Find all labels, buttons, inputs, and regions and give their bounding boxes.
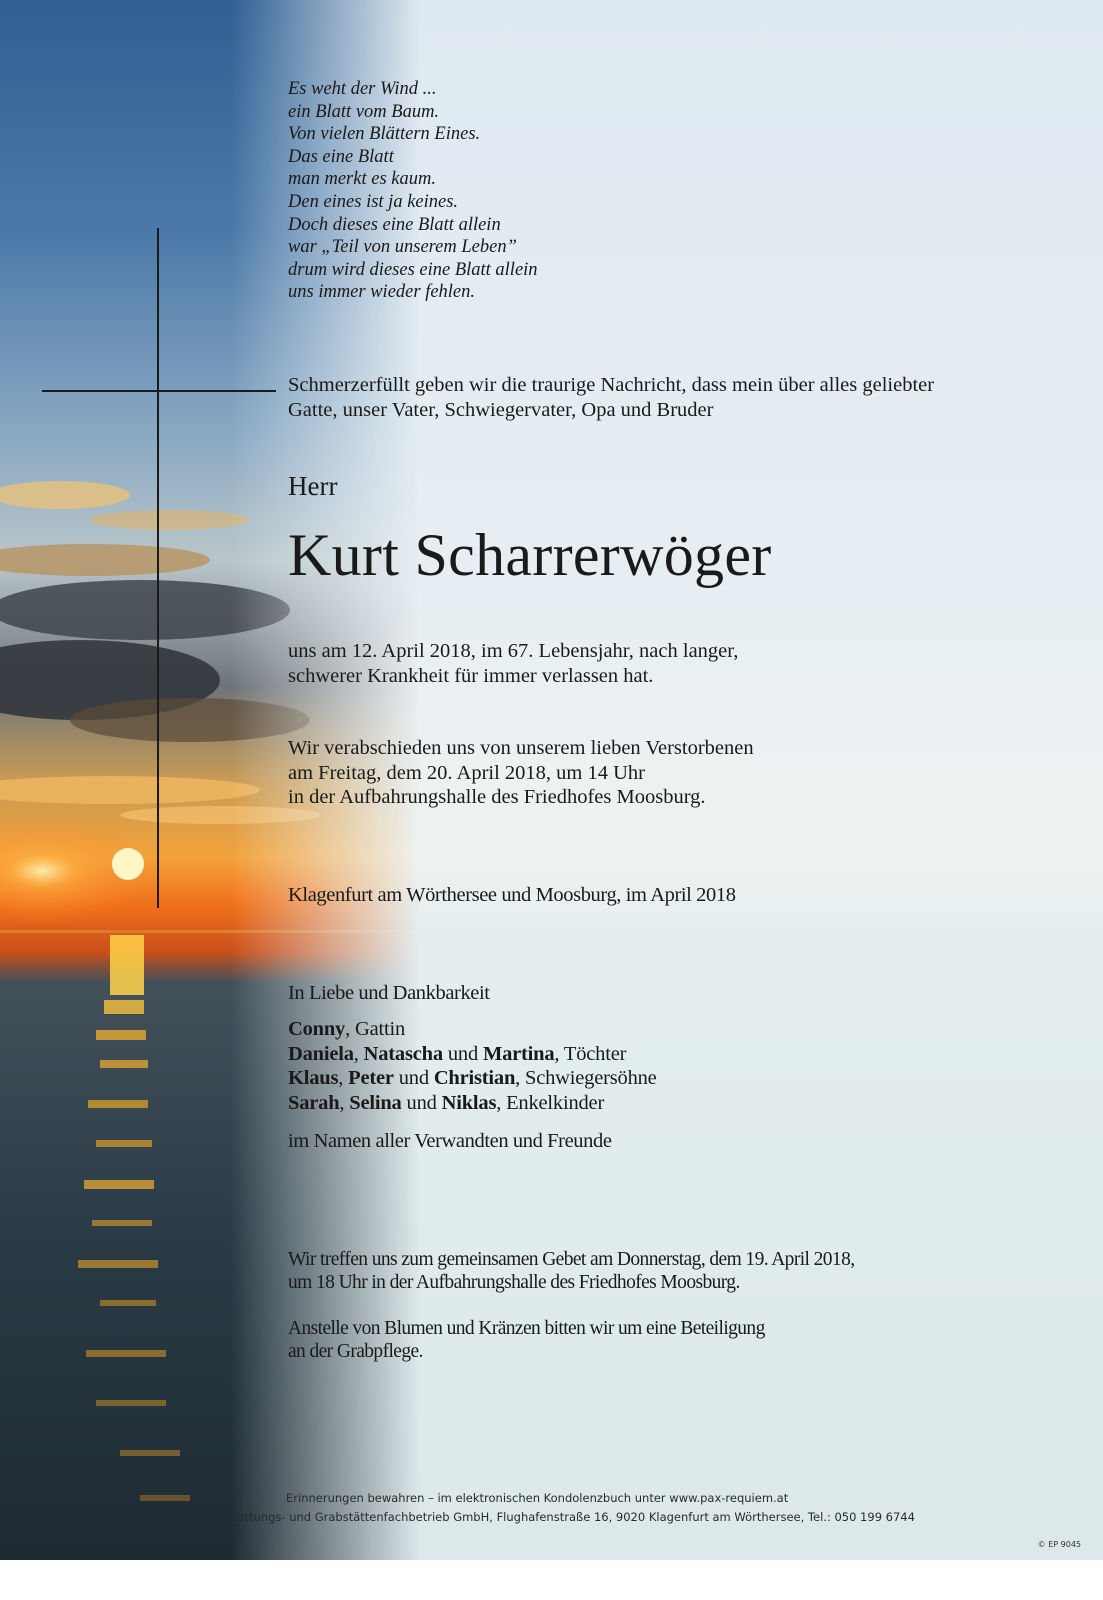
- family-member-name: Niklas: [441, 1091, 497, 1114]
- poem-line: uns immer wieder fehlen.: [288, 282, 476, 303]
- poem: [288, 78, 538, 304]
- family-member-name: Martina: [482, 1042, 555, 1065]
- family-row: [288, 1042, 657, 1067]
- separator: ,: [339, 1091, 350, 1114]
- farewell-line: am Freitag, dem 20. April 2018, um 14 Uhr: [288, 761, 645, 784]
- farewell-info: [288, 736, 754, 810]
- family-member-name: Selina: [349, 1091, 402, 1114]
- family-member-name: Natascha: [363, 1042, 443, 1065]
- family-row: [288, 1017, 657, 1042]
- intro-line: Gatte, unser Vater, Schwiegervater, Opa und Bruder: [288, 398, 714, 421]
- flowers-line: Anstelle von Blumen und Kränzen bitten wir um eine Beteiligung: [288, 1318, 765, 1339]
- relatives-note: im Namen aller Verwandten und Freunde: [288, 1130, 612, 1152]
- poem-line: Von vielen Blättern Eines.: [288, 124, 481, 145]
- love-gratitude: In Liebe und Dankbarkeit: [288, 982, 490, 1004]
- separator: und: [393, 1067, 434, 1089]
- family-list: [288, 1017, 657, 1115]
- family-row: [288, 1066, 657, 1091]
- prayer-line: Wir treffen uns zum gemeinsamen Gebet am Donnerstag, dem 19. April 2018,: [288, 1249, 855, 1270]
- death-line: uns am 12. April 2018, im 67. Lebensjahr, nach langer,: [288, 640, 739, 662]
- family-member-name: Klaus: [288, 1067, 339, 1089]
- death-line: schwerer Krankheit für immer verlassen hat.: [288, 664, 654, 687]
- separator: ,: [353, 1042, 364, 1065]
- announcement-intro: [288, 373, 934, 422]
- cross-horizontal-bar: [42, 390, 276, 392]
- family-member-name: Conny: [288, 1018, 346, 1040]
- poem-line: man merkt es kaum.: [288, 169, 436, 190]
- separator: und: [401, 1091, 442, 1114]
- death-notice: [288, 639, 738, 688]
- poem-line: drum wird dieses eine Blatt allein: [288, 259, 538, 280]
- family-relation: , Schwiegersöhne: [515, 1067, 657, 1089]
- family-member-name: Christian: [433, 1067, 516, 1089]
- poem-line: Das eine Blatt: [288, 146, 394, 167]
- flowers-line: an der Grabpflege.: [288, 1341, 423, 1362]
- poem-line: Den eines ist ja keines.: [288, 191, 459, 212]
- family-relation: , Gattin: [345, 1018, 405, 1040]
- family-row: [288, 1091, 657, 1116]
- poem-line: Es weht der Wind ...: [288, 79, 437, 99]
- family-relation: , Enkelkinder: [496, 1091, 605, 1114]
- poem-line: war „Teil von unserem Leben”: [288, 237, 517, 258]
- family-relation: , Töchter: [554, 1042, 627, 1065]
- place-date: Klagenfurt am Wörthersee und Moosburg, im April 2018: [288, 884, 736, 906]
- flowers-note: [288, 1317, 765, 1363]
- separator: ,: [338, 1067, 349, 1089]
- farewell-line: in der Aufbahrungshalle des Friedhofes Moosburg.: [288, 786, 706, 808]
- poem-line: ein Blatt vom Baum.: [288, 101, 440, 122]
- prayer-info: [288, 1248, 855, 1294]
- footer-company-info: Bestattungs- und Grabstättenfachbetrieb GmbH, Flughafenstraße 16, 9020 Klagenfurt am Wörthersee, Tel.: 050 199 6744: [212, 1510, 915, 1524]
- cross-vertical-bar: [157, 228, 159, 908]
- family-member-name: Sarah: [288, 1091, 340, 1114]
- farewell-line: Wir verabschieden uns von unserem lieben Verstorbenen: [288, 737, 754, 759]
- family-member-name: Daniela: [288, 1042, 354, 1065]
- intro-line: Schmerzerfüllt geben wir die traurige Nachricht, dass mein über alles geliebter: [288, 374, 935, 396]
- separator: und: [442, 1042, 483, 1065]
- deceased-title: Herr: [288, 471, 338, 501]
- family-member-name: Peter: [348, 1067, 394, 1089]
- document-code: © EP 9045: [1037, 1540, 1081, 1549]
- footer-condolence-link: Erinnerungen bewahren – im elektronischen Kondolenzbuch unter www.pax-requiem.at: [286, 1491, 789, 1505]
- prayer-line: um 18 Uhr in der Aufbahrungshalle des Friedhofes Moosburg.: [288, 1272, 740, 1293]
- deceased-name: Kurt Scharrerwöger: [288, 522, 772, 588]
- poem-line: Doch dieses eine Blatt allein: [288, 214, 501, 235]
